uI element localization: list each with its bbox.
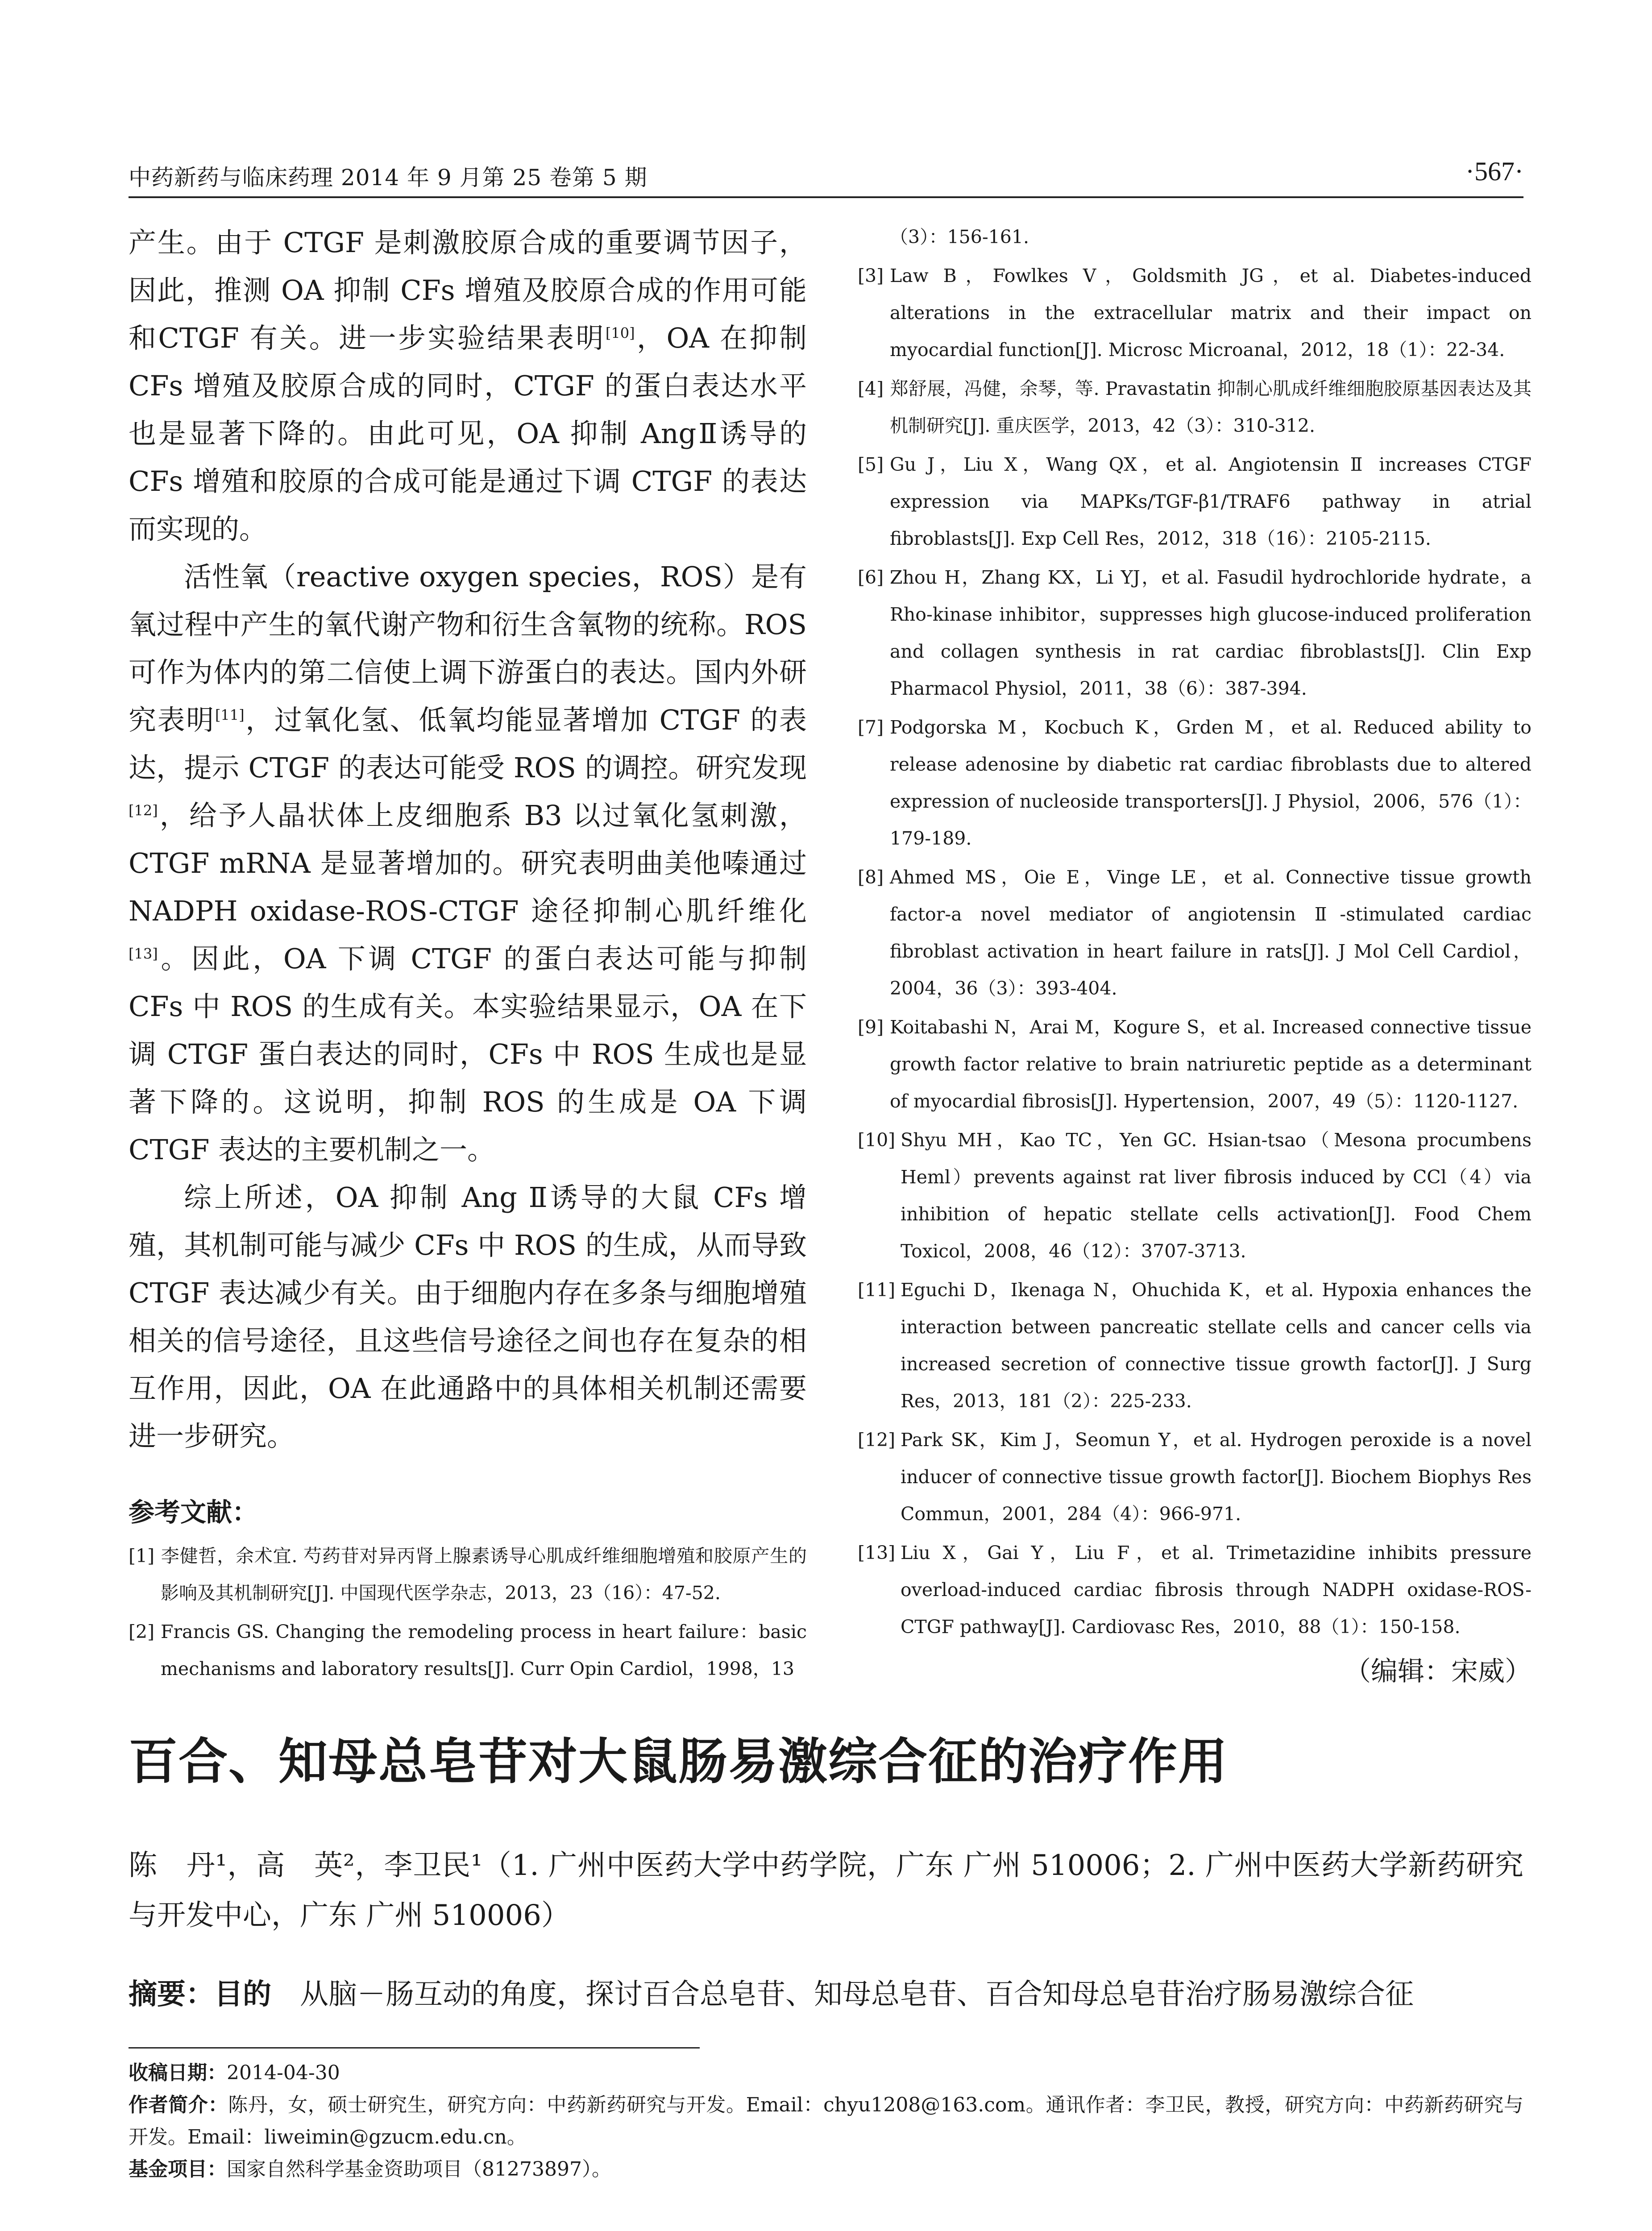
page-number: ·567·: [1465, 157, 1523, 186]
abstract-label: 摘要：目的: [129, 1978, 271, 2011]
editor-note: （编辑：宋威）: [1344, 1656, 1532, 1687]
footnote-funding: 基金项目：国家自然科学基金资助项目（81273897）。: [129, 2158, 611, 2181]
reference-item: [13] Liu X，Gai Y，Liu F，et al. Trimetazidine inhibits pressure overload-induced cardiac fibrosis through NADPH oxidase-ROS-CTGF pathway[J]. Cardiovasc Res，2010，88（1）：150-158.: [858, 1542, 1532, 1638]
reference-item: [4] 郑舒展，冯健，余琴，等. Pravastatin 抑制心肌成纤维细胞胶原基因表达及其机制研究[J]. 重庆医学，2013，42（3）：310-312.: [858, 378, 1532, 436]
article-title: 百合、知母总皂苷对大鼠肠易激综合征的治疗作用: [129, 1733, 1228, 1790]
reference-continuation: （3）：156-161.: [890, 226, 1029, 248]
abstract-line: [129, 1972, 1523, 2017]
reference-item: [11] Eguchi D，Ikenaga N，Ohuchida K，et al. Hypoxia enhances the interaction between pancreatic stellate cells and cancer cells via increased secretion of connective tissue growth factor[J]. J Surg Res，2013，181（2）：225-233.: [858, 1279, 1532, 1412]
body-paragraph-3: 综上所述，OA 抑制 Ang Ⅱ诱导的大鼠 CFs 增殖，其机制可能与减少 CFs 中 ROS 的生成，从而导致 CTGF 表达减少有关。由于细胞内存在多条与细胞增殖相关的信号途径，且这些信号途径之间也存在复杂的相互作用，因此，OA 在此通路中的具体相关机制还需要进一步研究。: [129, 1181, 807, 1452]
header-divider: [129, 196, 1523, 198]
author-affiliations: 陈 丹¹，高 英²，李卫民¹（1. 广州中医药大学中药学院，广东 广州 510006；2. 广州中医药大学新药研究与开发中心，广东 广州 510006）: [129, 1849, 1523, 1932]
reference-item: [5] Gu J，Liu X，Wang QX，et al. Angiotensin Ⅱ increases CTGF expression via MAPKs/TGF-β1/TRAF6 pathway in atrial fibroblasts[J]. Exp Cell Res，2012，318（16）：2105-2115.: [858, 454, 1532, 549]
journal-name: 中药新药与临床药理 2014 年 9 月第 25 卷第 5 期: [129, 165, 648, 191]
reference-item: [8] Ahmed MS，Oie E，Vinge LE，et al. Connective tissue growth factor-a novel mediator of angiotensin Ⅱ-stimulated cardiac fibroblast activation in heart failure in rats[J]. J Mol Cell Cardiol，2004，36（3）：393-404.: [858, 867, 1532, 999]
reference-item: [3] Law B，Fowlkes V，Goldsmith JG，et al. Diabetes-induced alterations in the extracellular matrix and their impact on myocardial function[J]. Microsc Microanal，2012，18（1）：22-34.: [858, 265, 1532, 361]
reference-item: [1] 李健哲，余术宜. 芍药苷对异丙肾上腺素诱导心肌成纤维细胞增殖和胶原产生的影响及其机制研究[J]. 中国现代医学杂志，2013，23（16）：47-52.: [129, 1545, 807, 1604]
reference-item: [10] Shyu MH，Kao TC，Yen GC. Hsian-tsao（Mesona procumbens Heml）prevents against rat liver fibrosis induced by CCl（4）via inhibition of hepatic stellate cells activation[J]. Food Chem Toxicol，2008，46（12）：3707-3713.: [858, 1129, 1532, 1262]
reference-item: [9] Koitabashi N，Arai M，Kogure S，et al. Increased connective tissue growth factor relative to brain natriuretic peptide as a determinant of myocardial fibrosis[J]. Hypertension，2007，49（5）：1120-1127.: [858, 1016, 1532, 1112]
abstract-text: 从脑－肠互动的角度，探讨百合总皂苷、知母总皂苷、百合知母总皂苷治疗肠易激综合征: [300, 1978, 1414, 2011]
body-paragraph-2: 活性氧（reactive oxygen species，ROS）是有氧过程中产生的氧代谢产物和衍生含氧物的统称。ROS 可作为体内的第二信使上调下游蛋白的表达。国内外研究表明[11]，过氧化氢、低氧均能显著增加 CTGF 的表达，提示 CTGF 的表达可能受 ROS 的调控。研究发现[12]，给予人晶状体上皮细胞系 B3 以过氧化氢刺激，CTGF mRNA 是显著增加的。研究表明曲美他嗪通过 NADPH oxidase-ROS-CTGF 途径抑制心肌纤维化[13]。因此，OA 下调 CTGF 的蛋白表达可能与抑制 CFs 中 ROS 的生成有关。本实验结果显示，OA 在下调 CTGF 蛋白表达的同时，CFs 中 ROS 生成也是显著下降的。这说明，抑制 ROS 的生成是 OA 下调 CTGF 表达的主要机制之一。: [129, 560, 807, 1166]
references-heading: 参考文献：: [129, 1497, 258, 1527]
reference-item: [12] Park SK，Kim J，Seomun Y，et al. Hydrogen peroxide is a novel inducer of connective tissue growth factor[J]. Biochem Biophys Res Commun，2001，284（4）：966-971.: [858, 1429, 1532, 1525]
footnote-author-bio: 作者简介：陈丹，女，硕士研究生，研究方向：中药新药研究与开发。Email：chyu1208@163.com。通讯作者：李卫民，教授，研究方向：中药新药研究与开发。Email：liweimin@gzucm.edu.cn。: [129, 2094, 1523, 2148]
footnotes: [129, 2057, 1523, 2185]
reference-item: [2] Francis GS. Changing the remodeling process in heart failure：basic mechanisms and laboratory results[J]. Curr Opin Cardiol，1998，13: [129, 1621, 807, 1679]
body-paragraph-1: 产生。由于 CTGF 是刺激胶原合成的重要调节因子，因此，推测 OA 抑制 CFs 增殖及胶原合成的作用可能和CTGF 有关。进一步实验结果表明[10]，OA 在抑制 CFs 增殖及胶原合成的同时，CTGF 的蛋白表达水平也是显著下降的。由此可见，OA 抑制 AngⅡ诱导的 CFs 增殖和胶原的合成可能是通过下调 CTGF 的表达而实现的。: [129, 226, 807, 545]
running-header: [129, 156, 1523, 191]
citation: [10]: [605, 324, 635, 342]
footnote-received: 收稿日期：2014-04-30: [129, 2061, 340, 2084]
reference-item: [6] Zhou H，Zhang KX，Li YJ，et al. Fasudil hydrochloride hydrate，a Rho-kinase inhibitor，suppresses high glucose-induced proliferation and collagen synthesis in rat cardiac fibroblasts[J]. Clin Exp Pharmacol Physiol，2011，38（6）：387-394.: [858, 567, 1532, 699]
reference-item: [7] Podgorska M，Kocbuch K，Grden M，et al. Reduced ability to release adenosine by diabetic rat cardiac fibroblasts due to altered expression of nucleoside transporters[J]. J Physiol，2006，576（1）：179-189.: [858, 717, 1532, 849]
citation: [11]: [215, 706, 245, 724]
footnote-divider: [129, 2047, 700, 2049]
citation: [13]: [129, 945, 158, 962]
citation: [12]: [129, 802, 158, 819]
right-column: [858, 219, 1532, 1688]
left-column: [129, 219, 807, 1688]
